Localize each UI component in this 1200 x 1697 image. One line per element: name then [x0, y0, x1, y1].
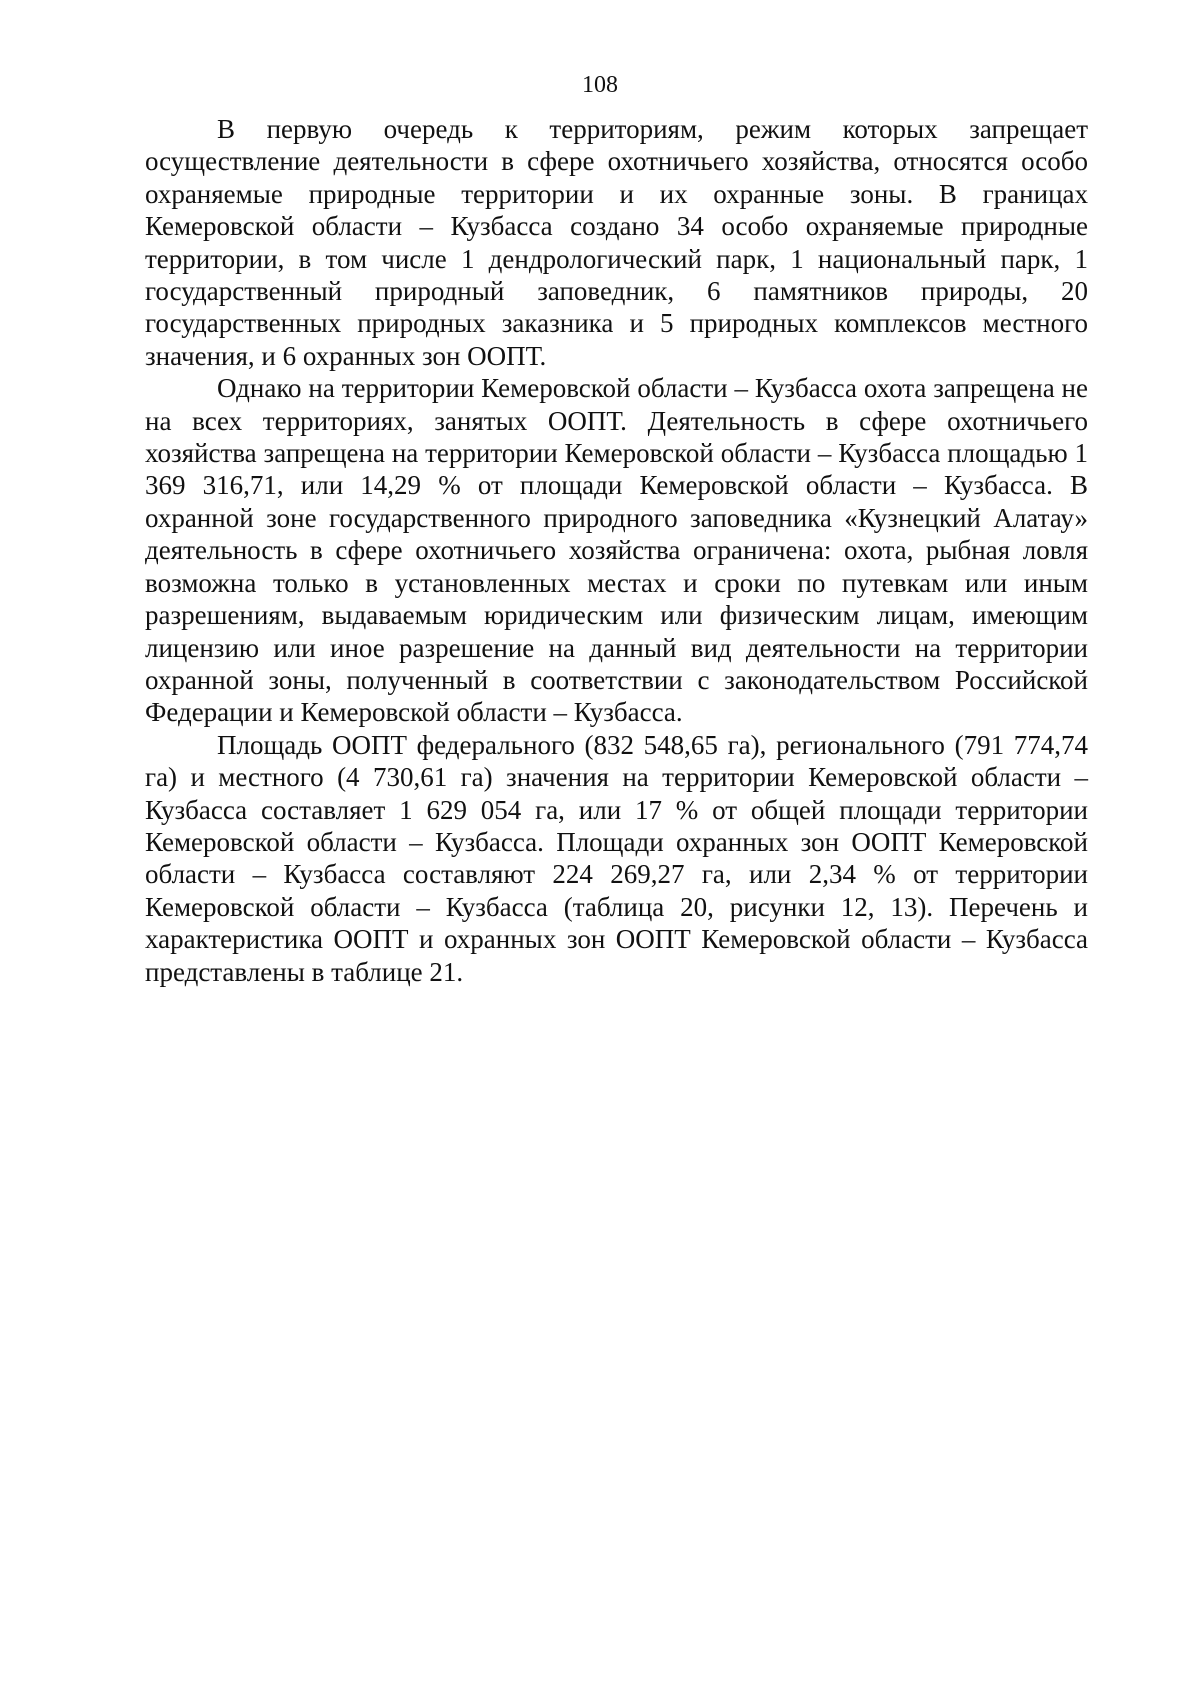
page-number: 108	[582, 72, 618, 98]
paragraph-area-statistics: Площадь ООПТ федерального (832 548,65 га), регионального (791 774,74 га) и местного (4 730,61 га) значения на территории Кемеровской области – Кузбасса составляет 1 629 054 га, или 17 % от общей площади территории Кемеровской области – Кузбасса. Площади охранных зон ООПТ Кемеровской области – Кузбасса составляют 224 269,27 га, или 2,34 % от территории Кемеровской области – Кузбасса (таблица 20, рисунки 12, 13). Перечень и характеристика ООПТ и охранных зон ООПТ Кемеровской области – Кузбасса представлены в таблице 21.	[145, 729, 1088, 987]
document-body	[145, 113, 1088, 988]
paragraph-hunting-restrictions: Однако на территории Кемеровской области – Кузбасса охота запрещена не на всех территориях, занятых ООПТ. Деятельность в сфере охотничьего хозяйства запрещена на территории Кемеровской области – Кузбасса площадью 1 369 316,71, или 14,29 % от площади Кемеровской области – Кузбасса. В охранной зоне государственного природного заповедника «Кузнецкий Алатау» деятельность в сфере охотничьего хозяйства ограничена: охота, рыбная ловля возможна только в установленных местах и сроки по путевкам или иным разрешениям, выдаваемым юридическим или физическим лицам, имеющим лицензию или иное разрешение на данный вид деятельности на территории охранной зоны, полученный в соответствии с законодательством Российской Федерации и Кемеровской области – Кузбасса.	[145, 373, 1088, 728]
paragraph-protected-territories: В первую очередь к территориям, режим которых запрещает осуществление деятельности в сфере охотничьего хозяйства, относятся особо охраняемые природные территории и их охранные зоны. В границах Кемеровской области – Кузбасса создано 34 особо охраняемые природные территории, в том числе 1 дендрологический парк, 1 национальный парк, 1 государственный природный заповедник, 6 памятников природы, 20 государственных природных заказника и 5 природных комплексов местного значения, и 6 охранных зон ООПТ.	[145, 114, 1088, 371]
